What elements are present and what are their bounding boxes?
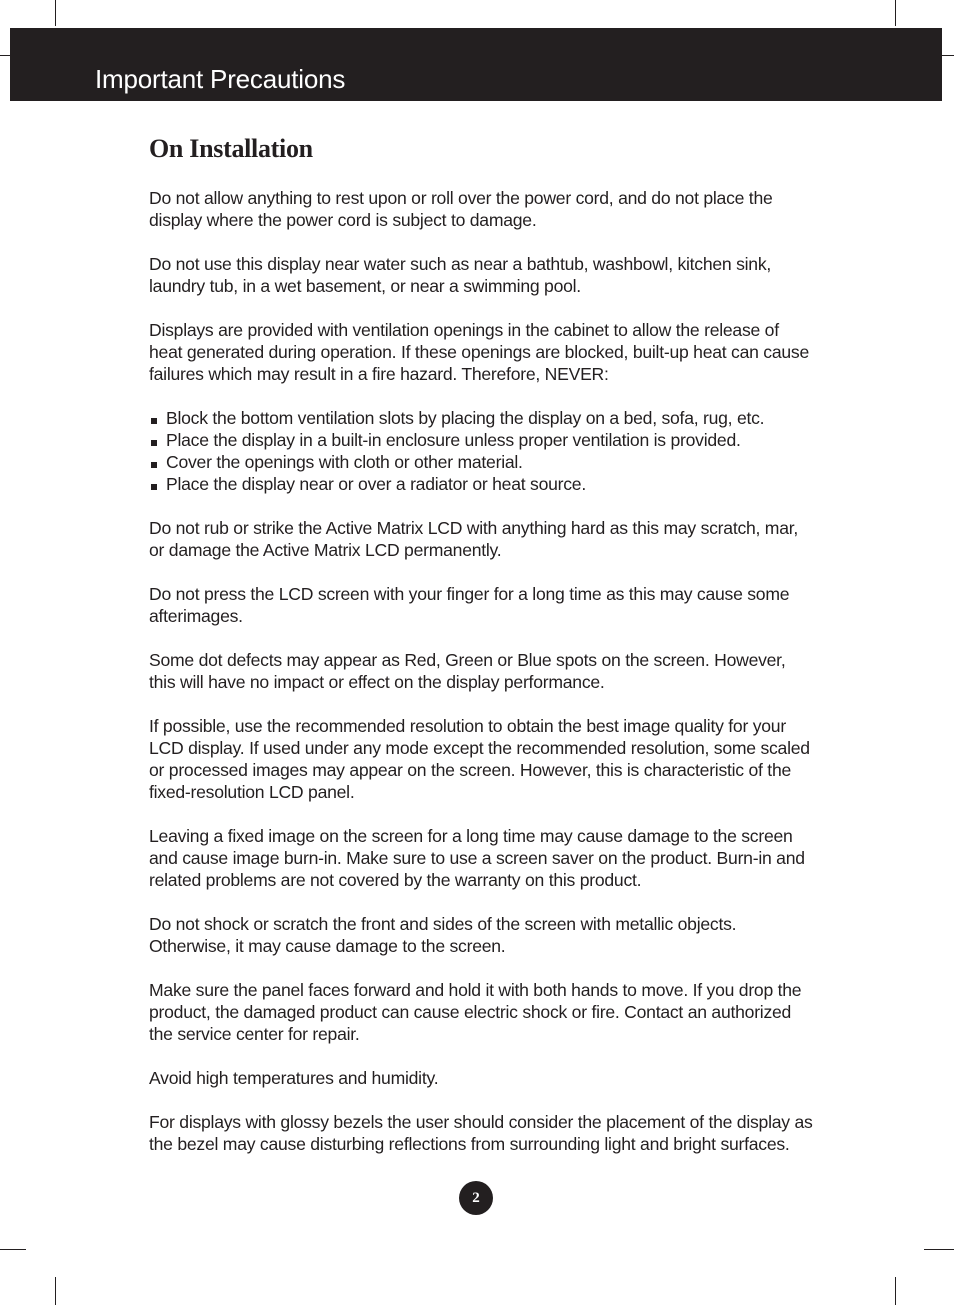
paragraph-dot-defects: Some dot defects may appear as Red, Green or Blue spots on the screen. However, this will have no impact or effect on the display performance. <box>149 650 786 692</box>
crop-mark-bottom-left <box>0 1249 26 1250</box>
paragraph-press-screen: Do not press the LCD screen with your finger for a long time as this may cause some afterimages. <box>149 584 790 626</box>
crop-mark-bottom-right <box>924 1249 954 1250</box>
paragraph-water: Do not use this display near water such as near a bathtub, washbowl, kitchen sink, laundry tub, in a wet basement, or near a swimming pool. <box>149 254 772 296</box>
paragraph-glossy-bezels: For displays with glossy bezels the user should consider the placement of the display as the bezel may cause disturbing reflections from surrounding light and bright surfaces. <box>149 1112 813 1154</box>
header-bar <box>10 28 942 101</box>
paragraph-burn-in: Leaving a fixed image on the screen for a long time may cause damage to the screen and cause image burn-in. Make sure to use a screen saver on the product. Burn-in and related problems are not covered by the warranty on this product. <box>149 826 805 890</box>
page-number-badge: 2 <box>459 1181 493 1215</box>
list-item-text: Block the bottom ventilation slots by placing the display on a bed, sofa, rug, etc. <box>166 408 765 428</box>
list-item <box>149 451 814 473</box>
paragraph-power-cord: Do not allow anything to rest upon or roll over the power cord, and do not place the display where the power cord is subject to damage. <box>149 188 773 230</box>
content-body <box>149 187 814 1155</box>
list-item-text: Cover the openings with cloth or other material. <box>166 452 523 472</box>
crop-mark-bottom-right-vertical <box>895 1277 896 1305</box>
list-item <box>149 473 814 495</box>
crop-mark-right-upper <box>942 55 954 56</box>
header-title: Important Precautions <box>95 64 346 94</box>
crop-mark-top-left <box>55 0 56 26</box>
square-bullet-icon <box>151 484 157 490</box>
list-item-text: Place the display near or over a radiator or heat source. <box>166 474 586 494</box>
paragraph-rub-strike: Do not rub or strike the Active Matrix LCD with anything hard as this may scratch, mar, or damage the Active Matrix LCD permanently. <box>149 518 799 560</box>
paragraph-temperature: Avoid high temperatures and humidity. <box>149 1068 439 1088</box>
paragraph-resolution: If possible, use the recommended resolution to obtain the best image quality for your LCD display. If used under any mode except the recommended resolution, some scaled or processed images may appear on the screen. However, this is characteristic of the fixed-resolution LCD panel. <box>149 716 810 802</box>
list-item <box>149 407 814 429</box>
crop-mark-top-right <box>895 0 896 26</box>
never-list <box>149 407 814 495</box>
paragraph-moving-panel: Make sure the panel faces forward and hold it with both hands to move. If you drop the product, the damaged product can cause electric shock or fire. Contact an authorized the service center for repair. <box>149 980 802 1044</box>
list-item <box>149 429 814 451</box>
square-bullet-icon <box>151 462 157 468</box>
square-bullet-icon <box>151 440 157 446</box>
section-heading: On Installation <box>149 134 313 163</box>
paragraph-metallic-objects: Do not shock or scratch the front and sides of the screen with metallic objects. Otherwise, it may cause damage to the screen. <box>149 914 737 956</box>
paragraph-ventilation: Displays are provided with ventilation openings in the cabinet to allow the release of heat generated during operation. If these openings are blocked, built-up heat can cause failures which may result in a fire hazard. Therefore, NEVER: <box>149 320 809 384</box>
list-item-text: Place the display in a built-in enclosure unless proper ventilation is provided. <box>166 430 741 450</box>
crop-mark-bottom-left-vertical <box>55 1277 56 1305</box>
square-bullet-icon <box>151 418 157 424</box>
